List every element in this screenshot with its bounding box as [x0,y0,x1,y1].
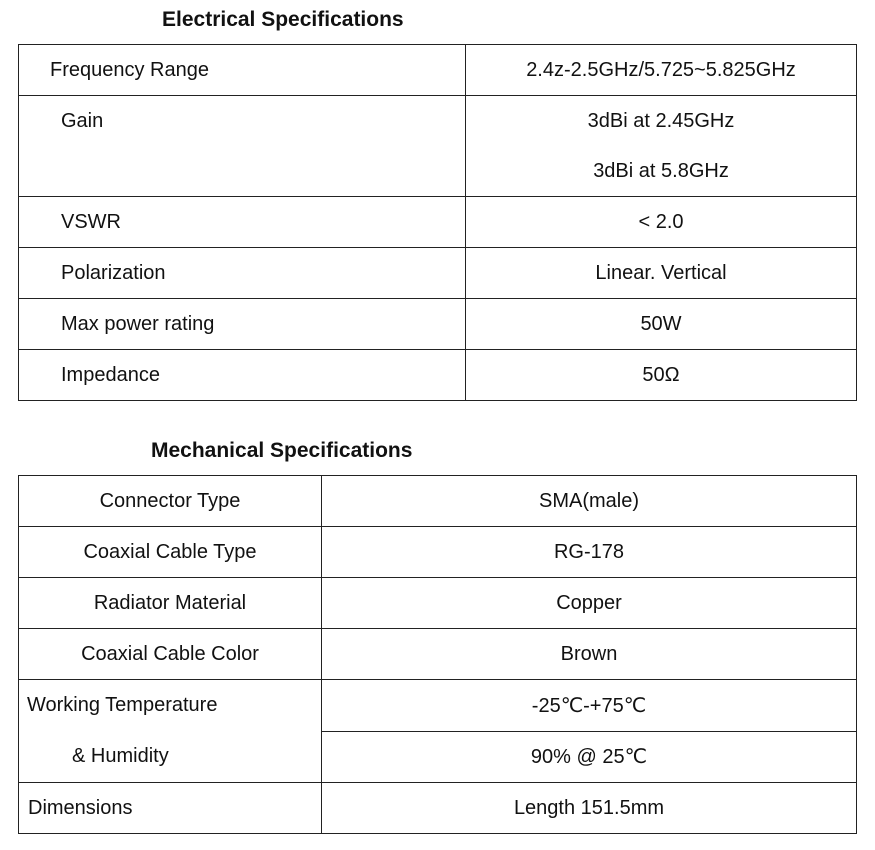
table-row [19,527,857,578]
polarization-value: Linear. Vertical [466,248,857,299]
table-row [19,197,857,248]
table-row [19,629,857,680]
polarization-label: Polarization [19,248,466,299]
table-row [19,299,857,350]
working-temperature-label [19,680,322,783]
mechanical-specs-table [18,475,857,834]
electrical-specs-table [18,44,857,401]
impedance-label: Impedance [19,350,466,401]
gain-value-5-8ghz: 3dBi at 5.8GHz [593,160,729,182]
gain-value-2-45ghz: 3dBi at 2.45GHz [587,110,735,132]
vswr-value: < 2.0 [466,197,857,248]
table-row [19,680,857,732]
table-row [19,45,857,96]
mechanical-specs-heading: Mechanical Specifications [151,439,413,462]
dimensions-value: Length 151.5mm [322,783,857,834]
cable-type-value: RG-178 [322,527,857,578]
vswr-label: VSWR [19,197,466,248]
temperature-range-value: -25℃-+75℃ [322,680,857,732]
working-temperature-label-line2: & Humidity [72,745,169,767]
frequency-range-value: 2.4z-2.5GHz/5.725~5.825GHz [466,45,857,96]
working-temperature-label-line1: Working Temperature [27,694,218,716]
frequency-range-label: Frequency Range [19,45,466,96]
table-row [19,248,857,299]
radiator-material-label: Radiator Material [19,578,322,629]
table-row [19,578,857,629]
connector-type-value: SMA(male) [322,476,857,527]
dimensions-label: Dimensions [19,783,322,834]
electrical-specs-heading: Electrical Specifications [162,8,404,31]
cable-type-label: Coaxial Cable Type [19,527,322,578]
gain-values [466,96,857,197]
impedance-value: 50Ω [466,350,857,401]
table-row [19,476,857,527]
table-row [19,783,857,834]
radiator-material-value: Copper [322,578,857,629]
max-power-label: Max power rating [19,299,466,350]
gain-label: Gain [19,96,466,197]
table-row [19,96,857,197]
cable-color-value: Brown [322,629,857,680]
cable-color-label: Coaxial Cable Color [19,629,322,680]
table-row [19,350,857,401]
humidity-value: 90% @ 25℃ [322,731,857,783]
connector-type-label: Connector Type [19,476,322,527]
max-power-value: 50W [466,299,857,350]
